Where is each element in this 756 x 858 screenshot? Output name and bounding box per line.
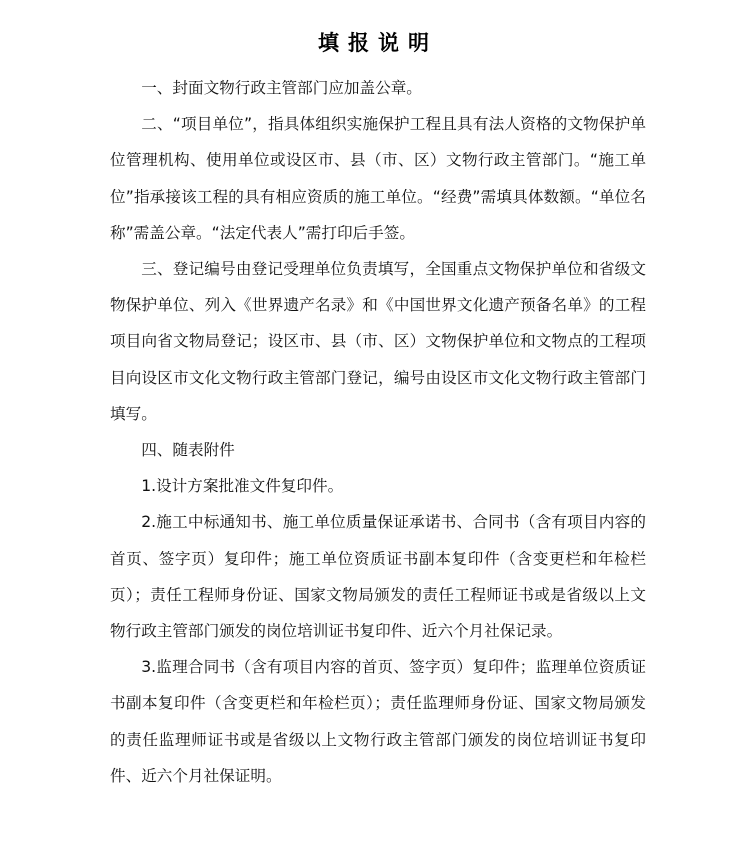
paragraph-attachment-1: 1.设计方案批准文件复印件。 xyxy=(141,477,344,496)
paragraph-registration-number: 三、登记编号由登记受理单位负责填写，全国重点文物保护单位和省级文物保护单位、列入《世界遗产名录》和《中国世界文化遗产预备名单》的工程项目向省文物局登记；设区市、县（市、区）文物保护单位和文物点的工程项目向设区市文化文物行政主管部门登记，编号由设区市文化文物行政主管部门填写。 xyxy=(110,260,646,423)
paragraph-attachment-3: 3.监理合同书（含有项目内容的首页、签字页）复印件；监理单位资质证书副本复印件（含变更栏和年检栏页）；责任监理师身份证、国家文物局颁发的责任监理师证书或是省级以上文物行政主管部门颁发的岗位培训证书复印件、近六个月社保证明。 xyxy=(110,658,646,785)
paragraph-project-unit: 二、“项目单位”，指具体组织实施保护工程且具有法人资格的文物保护单位管理机构、使用单位或设区市、县（市、区）文物行政主管部门。“施工单位”指承接该工程的具有相应资质的施工单位。“经费”需填具体数额。“单位名称”需盖公章。“法定代表人”需打印后手签。 xyxy=(110,115,646,242)
document-title: 填报说明 xyxy=(318,30,438,55)
paragraph-attachments-heading: 四、随表附件 xyxy=(141,441,235,460)
paragraph-attachment-2: 2.施工中标通知书、施工单位质量保证承诺书、合同书（含有项目内容的首页、签字页）复印件；施工单位资质证书副本复印件（含变更栏和年检栏页）；责任工程师身份证、国家文物局颁发的责任工程师证书或是省级以上文物行政主管部门颁发的岗位培训证书复印件、近六个月社保记录。 xyxy=(110,513,646,641)
paragraph-cover-seal: 一、封面文物行政主管部门应加盖公章。 xyxy=(141,79,422,97)
document-body xyxy=(110,70,646,794)
